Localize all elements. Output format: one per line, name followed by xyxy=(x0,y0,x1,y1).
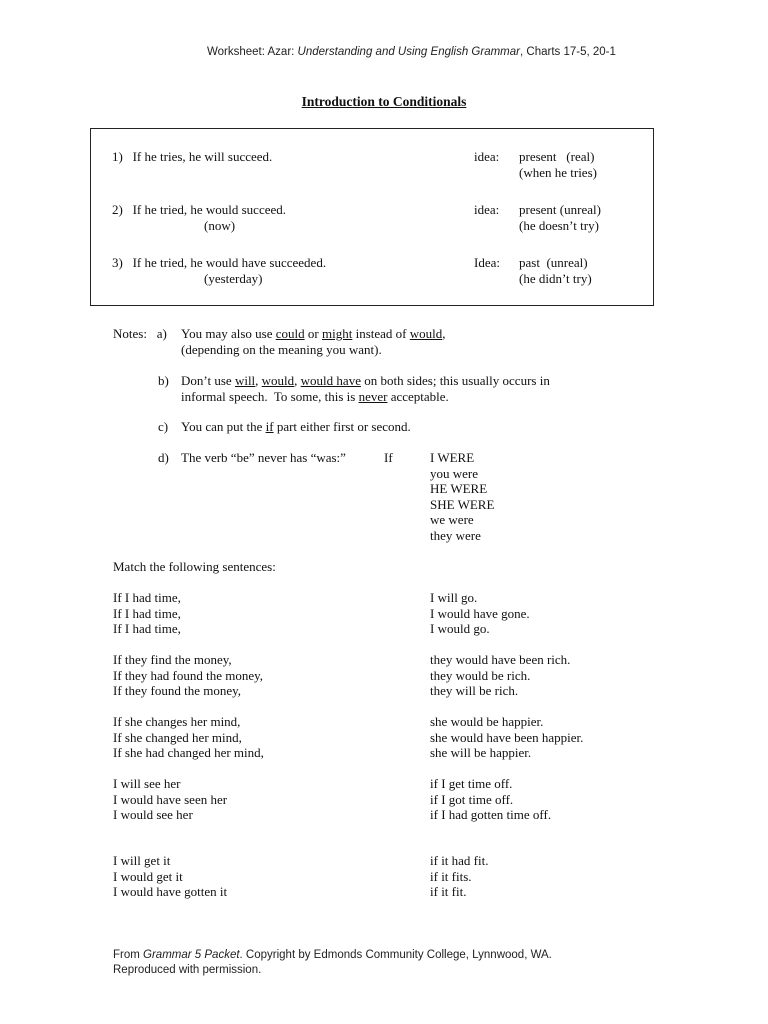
list-item: she will be happier. xyxy=(430,745,532,760)
note-d-letter: d) xyxy=(158,450,169,465)
idea-3: past (unreal) (he didn’t try) xyxy=(519,255,592,286)
idea-label: Idea: xyxy=(474,255,500,270)
match-group-5-left xyxy=(113,853,227,900)
list-item: they would be rich. xyxy=(430,667,531,683)
list-item: If she changed her mind, xyxy=(113,729,242,745)
idea-1: present (real) (when he tries) xyxy=(519,149,597,180)
list-item: I will get it xyxy=(113,853,171,868)
list-item: if I get time off. xyxy=(430,776,513,791)
example-sentence: If he tried, he would succeed. xyxy=(132,202,287,217)
page-title: Introduction to Conditionals xyxy=(301,94,467,109)
list-item: If she had changed her mind, xyxy=(113,745,264,760)
list-item: we were xyxy=(430,512,474,527)
list-item: I will see her xyxy=(113,776,181,791)
notes-label: Notes: a) xyxy=(113,326,167,341)
source-title: Grammar 5 Packet xyxy=(143,949,240,961)
match-group-3-right xyxy=(430,714,583,761)
list-item: if it fits. xyxy=(430,868,472,884)
match-group-5-right xyxy=(430,853,489,900)
list-item: I would get it xyxy=(113,868,183,884)
list-item: I will go. xyxy=(430,590,478,605)
underlined-word: might xyxy=(321,326,353,341)
note-b: Don’t use will, would, would have on both sides; this usually occurs in informal speech. To some, this is never acceptable. xyxy=(181,373,550,404)
list-item: If I had time, xyxy=(113,621,181,636)
list-item: they were xyxy=(430,527,481,543)
list-item: SHE WERE xyxy=(430,496,495,512)
match-instruction: Match the following sentences: xyxy=(113,559,276,574)
underlined-word: would have xyxy=(300,373,361,388)
be-forms-list xyxy=(430,450,494,543)
match-group-3-left xyxy=(113,714,264,761)
list-item: If I had time, xyxy=(113,605,181,621)
list-item: If I had time, xyxy=(113,590,181,605)
time-note: (yesterday) xyxy=(204,270,263,286)
list-item: if I had gotten time off. xyxy=(430,807,552,822)
note-c-letter: c) xyxy=(158,419,169,434)
match-group-4-right xyxy=(430,776,551,823)
match-group-1-left xyxy=(113,590,181,637)
list-item: I would see her xyxy=(113,807,193,822)
list-item: she would have been happier. xyxy=(430,729,584,745)
example-3: 3) If he tried, he would have succeeded. (yesterday) xyxy=(112,255,327,286)
idea-label: idea: xyxy=(474,202,500,217)
examples-box xyxy=(90,128,654,306)
underlined-word: never xyxy=(358,388,388,404)
list-item: I would have gone. xyxy=(430,605,530,621)
list-item: HE WERE xyxy=(430,481,488,496)
example-sentence: If he tries, he will succeed. xyxy=(132,149,273,164)
example-sentence: If he tried, he would have succeeded. xyxy=(132,255,327,270)
if-word: If xyxy=(384,450,393,465)
list-item: you were xyxy=(430,465,479,481)
list-item: I would have gotten it xyxy=(113,884,228,899)
list-item: I WERE xyxy=(430,450,475,465)
idea-label: idea: xyxy=(474,149,500,164)
note-c: You can put the if part either first or second. xyxy=(181,419,411,434)
list-item: I would go. xyxy=(430,621,490,636)
list-item: if I got time off. xyxy=(430,791,514,807)
list-item: If she changes her mind, xyxy=(113,714,241,729)
list-item: she would be happier. xyxy=(430,714,544,729)
list-item: if it had fit. xyxy=(430,853,489,868)
underlined-word: if xyxy=(265,419,274,434)
time-note: (now) xyxy=(204,217,236,233)
list-item: they will be rich. xyxy=(430,683,519,698)
list-item: If they found the money, xyxy=(113,683,242,698)
note-d: The verb “be” never has “was:” xyxy=(181,450,346,465)
example-2: 2) If he tried, he would succeed. (now) xyxy=(112,202,287,233)
match-group-1-right xyxy=(430,590,530,637)
list-item: If they find the money, xyxy=(113,652,232,667)
book-title: Understanding and Using English Grammar xyxy=(297,46,520,58)
copyright-footer: From Grammar 5 Packet. Copyright by Edmonds Community College, Lynnwood, WA. Reproduced with permission. xyxy=(113,949,552,976)
list-item: they would have been rich. xyxy=(430,652,571,667)
list-item: if it fit. xyxy=(430,884,467,899)
match-group-2-left xyxy=(113,652,263,699)
idea-2: present (unreal) (he doesn’t try) xyxy=(519,202,601,233)
underlined-word: will xyxy=(234,373,256,388)
underlined-word: would xyxy=(261,373,295,388)
worksheet-header: Worksheet: Azar: Understanding and Using English Grammar, Charts 17-5, 20-1 xyxy=(207,46,616,58)
list-item: I would have seen her xyxy=(113,791,228,807)
example-1: 1) If he tries, he will succeed. xyxy=(112,149,273,164)
underlined-word: would xyxy=(409,326,443,341)
note-a: You may also use could or might instead of would, (depending on the meaning you want). xyxy=(181,326,446,357)
match-group-2-right xyxy=(430,652,570,699)
note-b-letter: b) xyxy=(158,373,169,388)
list-item: If they had found the money, xyxy=(113,667,264,683)
underlined-word: could xyxy=(275,326,305,341)
match-group-4-left xyxy=(113,776,227,823)
